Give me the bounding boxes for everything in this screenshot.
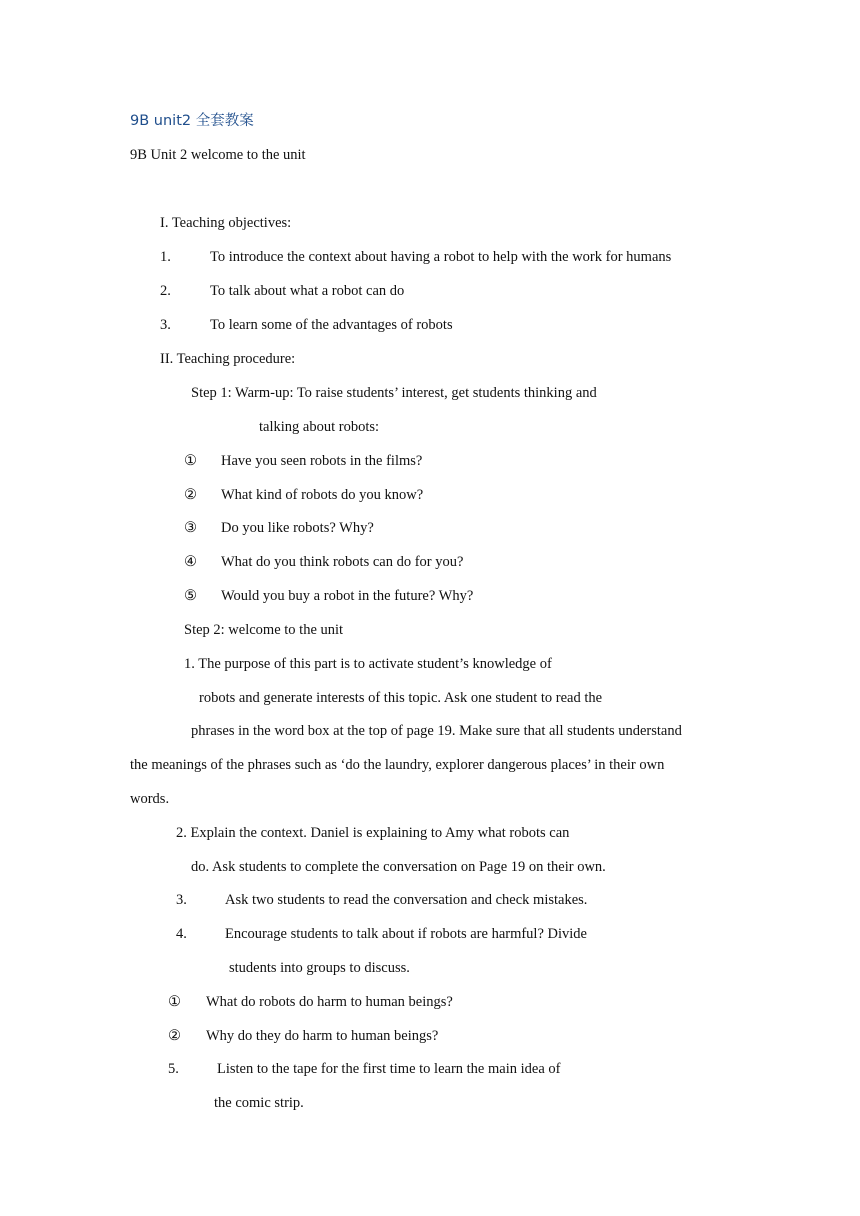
question-marker: ② (184, 487, 197, 503)
paragraph-line: robots and generate interests of this topic. Ask one student to read the (199, 690, 603, 706)
question-marker: ④ (184, 554, 197, 570)
question-marker: ① (168, 994, 181, 1010)
document-subtitle: 9B Unit 2 welcome to the unit (130, 147, 306, 163)
question-marker: ③ (184, 520, 197, 536)
objective-number: 2. (160, 283, 171, 299)
question-text: What kind of robots do you know? (221, 487, 424, 503)
objective-text: To talk about what a robot can do (210, 283, 405, 299)
list-item-continuation: students into groups to discuss. (229, 960, 410, 976)
question-text: Why do they do harm to human beings? (206, 1028, 439, 1044)
objective-text: To introduce the context about having a robot to help with the work for humans (210, 249, 672, 265)
question-marker: ② (168, 1028, 181, 1044)
list-item-text: Listen to the tape for the first time to learn the main idea of (217, 1061, 561, 1077)
paragraph-line: do. Ask students to complete the conversation on Page 19 on their own. (191, 859, 606, 875)
list-item-continuation: the comic strip. (214, 1095, 304, 1111)
step2-heading: Step 2: welcome to the unit (184, 622, 344, 638)
paragraph-line: 1. The purpose of this part is to activate student’s knowledge of (184, 656, 552, 672)
objectives-heading: I. Teaching objectives: (160, 215, 292, 231)
question-text: What do you think robots can do for you? (221, 554, 464, 570)
paragraph-line: 2. Explain the context. Daniel is explaining to Amy what robots can (176, 825, 570, 841)
document-title: 9B unit2 全套教案 (130, 113, 254, 129)
question-text: Would you buy a robot in the future? Why? (221, 588, 474, 604)
procedure-heading: II. Teaching procedure: (160, 351, 296, 367)
question-text: What do robots do harm to human beings? (206, 994, 453, 1010)
question-marker: ① (184, 453, 197, 469)
list-item-text: Encourage students to talk about if robots are harmful? Divide (225, 926, 587, 942)
question-text: Have you seen robots in the films? (221, 453, 423, 469)
question-text: Do you like robots? Why? (221, 520, 374, 536)
objective-number: 1. (160, 249, 171, 265)
list-number: 5. (168, 1061, 179, 1077)
objective-text: To learn some of the advantages of robots (210, 317, 453, 333)
paragraph-line: phrases in the word box at the top of page 19. Make sure that all students understand (191, 723, 682, 739)
step1-line: talking about robots: (259, 419, 380, 435)
objective-number: 3. (160, 317, 171, 333)
paragraph-line: words. (130, 791, 170, 807)
list-number: 4. (176, 926, 187, 942)
list-item-text: Ask two students to read the conversation and check mistakes. (225, 892, 588, 908)
question-marker: ⑤ (184, 588, 197, 604)
step1-line: Step 1: Warm-up: To raise students’ interest, get students thinking and (191, 385, 597, 401)
list-number: 3. (176, 892, 187, 908)
paragraph-line: the meanings of the phrases such as ‘do the laundry, explorer dangerous places’ in their own (130, 757, 665, 773)
